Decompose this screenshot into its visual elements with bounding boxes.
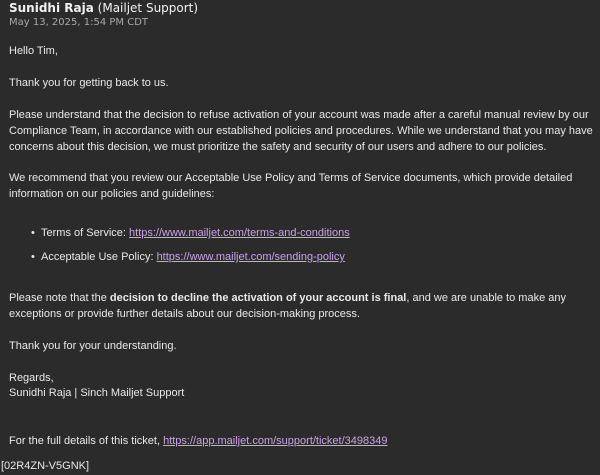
terms-label: Terms of Service: <box>41 227 130 239</box>
sender-org: (Mailjet Support) <box>97 1 199 15</box>
paragraph-policies: We recommend that you review our Acceptable Use Policy and Terms of Service documents, which provide detailed information on our policies and guidelines: <box>9 172 573 200</box>
greeting: Hello Tim, <box>9 45 58 57</box>
email-date: May 13, 2025, 1:54 PM CDT <box>9 17 149 28</box>
email-header <box>9 1 198 30</box>
ticket-line <box>9 433 595 449</box>
ticket-link[interactable]: https://app.mailjet.com/support/ticket/3498349 <box>163 435 388 447</box>
bullet-icon: • <box>31 251 41 263</box>
regards-line: Regards, <box>9 372 54 384</box>
list-item-aup <box>9 249 345 265</box>
final-bold: decision to decline the activation of your account is final <box>109 292 407 304</box>
ticket-prefix: For the full details of this ticket, <box>9 435 164 447</box>
list-item-terms <box>9 225 350 241</box>
aup-link[interactable]: https://www.mailjet.com/sending-policy <box>156 251 345 263</box>
aup-label: Acceptable Use Policy: <box>41 251 157 263</box>
signature-line: Sunidhi Raja | Sinch Mailjet Support <box>9 387 185 399</box>
paragraph-compliance: Please understand that the decision to refuse activation of your account was made after a careful manual review by our Compliance Team, in accordance with our established policies and procedures. While we understand that you may have concerns about this decision, we must prioritize the safety and security of our users and adhere to our policies. <box>9 109 593 153</box>
thanks-line: Thank you for getting back to us. <box>9 77 169 89</box>
sender-name: Sunidhi Raja <box>9 1 94 15</box>
paragraph-final-decision <box>9 290 595 322</box>
final-pre: Please note that the <box>9 292 110 304</box>
ticket-id: [02R4ZN-V5GNK] <box>1 460 90 472</box>
final-post: , and we are unable to make any exceptions or provide further details about our decision-making process. <box>9 292 566 320</box>
sender-line <box>9 1 198 16</box>
terms-link[interactable]: https://www.mailjet.com/terms-and-conditions <box>129 227 350 239</box>
bullet-icon: • <box>31 227 41 239</box>
understanding-line: Thank you for your understanding. <box>9 340 177 352</box>
